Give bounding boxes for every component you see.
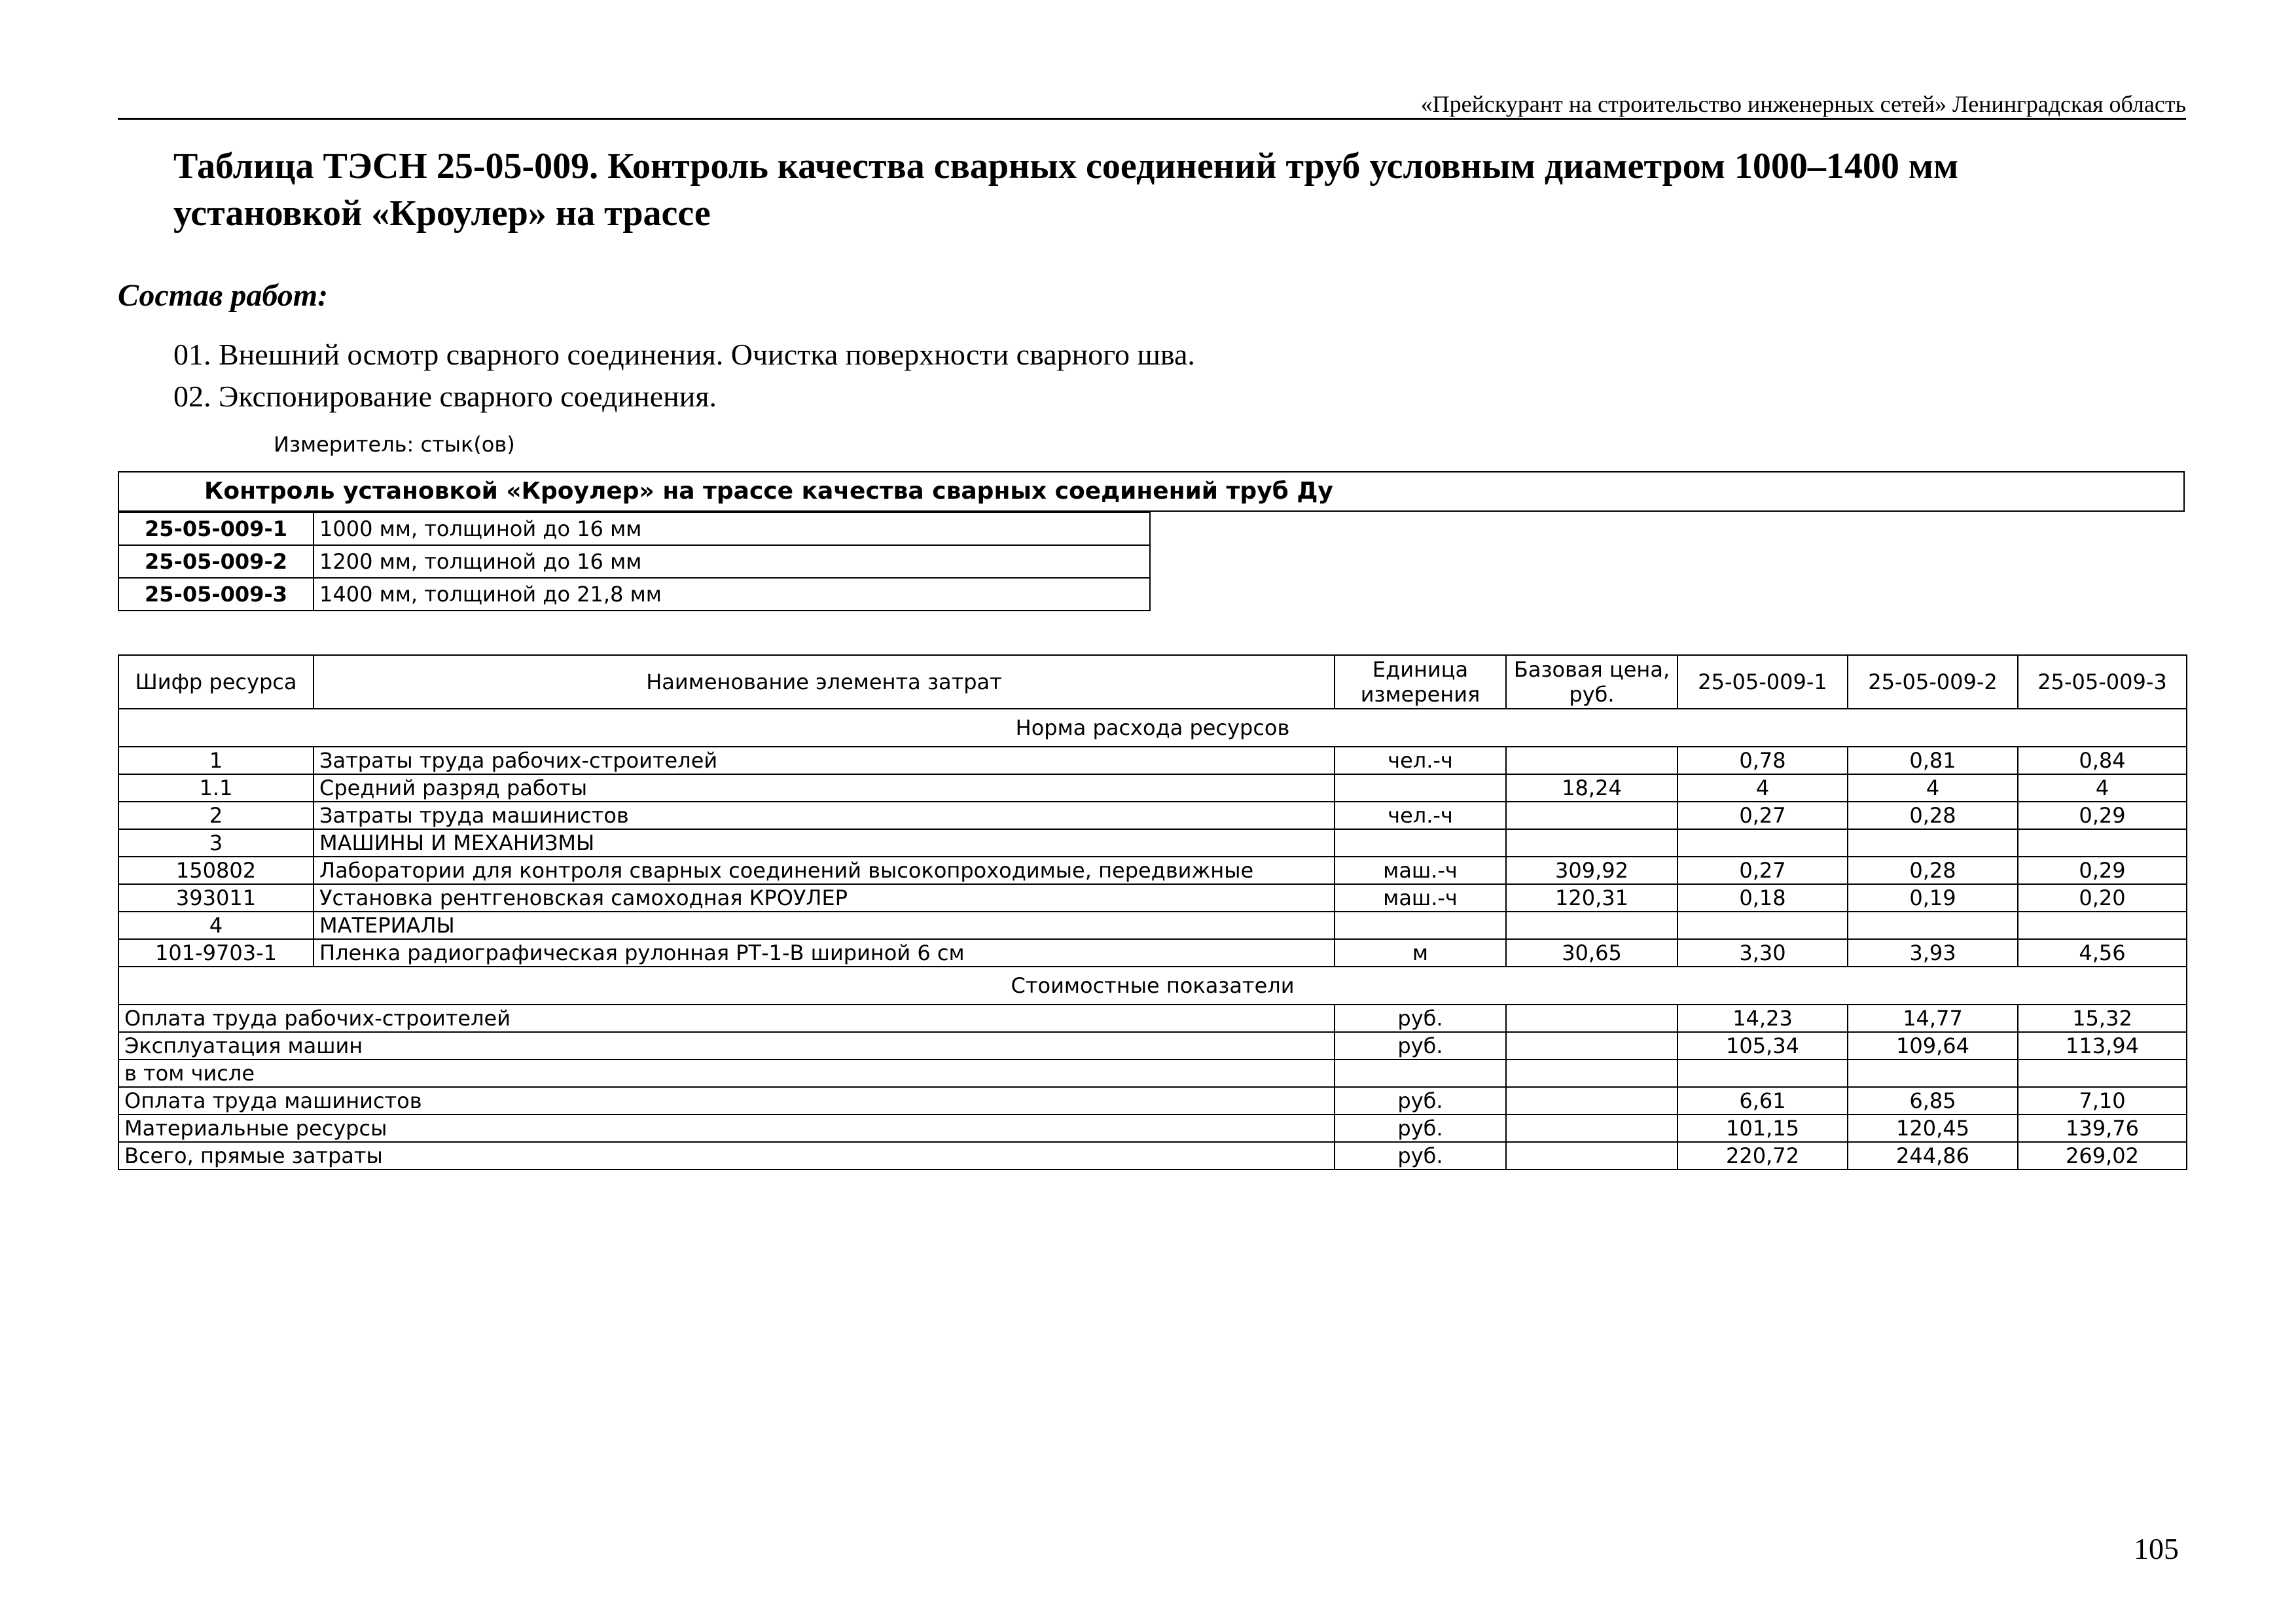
cell-price xyxy=(1506,1005,1677,1032)
cell-price: 30,65 xyxy=(1506,939,1677,967)
cell-code: 150802 xyxy=(118,857,314,884)
cell-unit: маш.-ч xyxy=(1335,884,1506,912)
composition-heading: Состав работ: xyxy=(118,278,329,313)
cell-name: Материальные ресурсы xyxy=(118,1115,1335,1142)
cell-variant-2 xyxy=(1848,912,2018,939)
page-title: Таблица ТЭСН 25-05-009. Контроль качества сварных соединений труб условным диаметром 1000–1400 мм установкой «Кроулер» на трассе xyxy=(173,146,1959,234)
cell-variant-1: 0,18 xyxy=(1677,884,1848,912)
cell-unit xyxy=(1335,912,1506,939)
cell-unit: чел.-ч xyxy=(1335,802,1506,829)
cell-price: 309,92 xyxy=(1506,857,1677,884)
cell-variant-1: 4 xyxy=(1677,774,1848,802)
cell-price xyxy=(1506,1060,1677,1087)
cell-unit: руб. xyxy=(1335,1087,1506,1115)
cell-variant-1: 0,27 xyxy=(1677,802,1848,829)
table-row xyxy=(118,774,2187,802)
cell-unit: руб. xyxy=(1335,1005,1506,1032)
cell-name: МАШИНЫ И МЕХАНИЗМЫ xyxy=(314,829,1335,857)
cell-price xyxy=(1506,1115,1677,1142)
cell-code: 1.1 xyxy=(118,774,314,802)
table-row xyxy=(118,747,2187,774)
cell-variant-3 xyxy=(2018,829,2187,857)
work-list xyxy=(173,334,1195,418)
table-row xyxy=(118,802,2187,829)
cell-name: Всего, прямые затраты xyxy=(118,1142,1335,1169)
cell-variant-1: 6,61 xyxy=(1677,1087,1848,1115)
variant-row xyxy=(118,512,1150,545)
cell-name: Оплата труда машинистов xyxy=(118,1087,1335,1115)
cell-variant-3: 0,20 xyxy=(2018,884,2187,912)
section-costs: Стоимостные показатели xyxy=(118,967,2187,1005)
header-variant-3: 25-05-009-3 xyxy=(2018,655,2187,709)
cell-variant-3: 0,29 xyxy=(2018,802,2187,829)
cell-price xyxy=(1506,912,1677,939)
cell-variant-3: 7,10 xyxy=(2018,1087,2187,1115)
cell-code: 3 xyxy=(118,829,314,857)
cell-variant-2 xyxy=(1848,829,2018,857)
header-unit: Единица измерения xyxy=(1335,655,1506,709)
table-header-row xyxy=(118,655,2187,709)
section-costs-row xyxy=(118,967,2187,1005)
cell-variant-2 xyxy=(1848,1060,2018,1087)
table-row xyxy=(118,829,2187,857)
cell-name: Установка рентгеновская самоходная КРОУЛЕР xyxy=(314,884,1335,912)
cell-name: Затраты труда рабочих-строителей xyxy=(314,747,1335,774)
cell-variant-2: 0,28 xyxy=(1848,857,2018,884)
cell-variant-3: 269,02 xyxy=(2018,1142,2187,1169)
cell-unit: чел.-ч xyxy=(1335,747,1506,774)
table-row xyxy=(118,1060,2187,1087)
table-row xyxy=(118,1032,2187,1060)
variant-desc: 1200 мм, толщиной до 16 мм xyxy=(314,545,1150,578)
cell-variant-3 xyxy=(2018,1060,2187,1087)
table-row xyxy=(118,884,2187,912)
variant-desc: 1000 мм, толщиной до 16 мм xyxy=(314,512,1150,545)
cell-price xyxy=(1506,1032,1677,1060)
cell-variant-1: 105,34 xyxy=(1677,1032,1848,1060)
variant-code: 25-05-009-1 xyxy=(118,512,314,545)
table-row xyxy=(118,1005,2187,1032)
cell-unit: м xyxy=(1335,939,1506,967)
resources-table xyxy=(118,654,2187,1170)
measure-unit: Измеритель: стык(ов) xyxy=(274,432,515,457)
cell-variant-1 xyxy=(1677,829,1848,857)
table-row xyxy=(118,1087,2187,1115)
work-item: 02. Экспонирование сварного соединения. xyxy=(173,380,717,413)
cell-code: 2 xyxy=(118,802,314,829)
cell-variant-3: 15,32 xyxy=(2018,1005,2187,1032)
variant-row xyxy=(118,578,1150,611)
variant-desc: 1400 мм, толщиной до 21,8 мм xyxy=(314,578,1150,611)
cell-price xyxy=(1506,747,1677,774)
work-item: 01. Внешний осмотр сварного соединения. Очистка поверхности сварного шва. xyxy=(173,338,1195,371)
cell-variant-1: 220,72 xyxy=(1677,1142,1848,1169)
cell-variant-3: 0,29 xyxy=(2018,857,2187,884)
cell-name: Затраты труда машинистов xyxy=(314,802,1335,829)
cell-variant-2: 244,86 xyxy=(1848,1142,2018,1169)
cell-name: Средний разряд работы xyxy=(314,774,1335,802)
cell-price xyxy=(1506,802,1677,829)
cell-price: 120,31 xyxy=(1506,884,1677,912)
cell-unit: маш.-ч xyxy=(1335,857,1506,884)
cell-variant-2: 0,81 xyxy=(1848,747,2018,774)
cell-code: 393011 xyxy=(118,884,314,912)
cell-variant-2: 6,85 xyxy=(1848,1087,2018,1115)
cell-code: 1 xyxy=(118,747,314,774)
cell-variant-3: 4,56 xyxy=(2018,939,2187,967)
cell-name: в том числе xyxy=(118,1060,1335,1087)
section-norms-row xyxy=(118,709,2187,747)
variant-code: 25-05-009-3 xyxy=(118,578,314,611)
cell-variant-3: 139,76 xyxy=(2018,1115,2187,1142)
cell-variant-1: 14,23 xyxy=(1677,1005,1848,1032)
cell-variant-3: 0,84 xyxy=(2018,747,2187,774)
table-row xyxy=(118,857,2187,884)
cell-code: 4 xyxy=(118,912,314,939)
header-code: Шифр ресурса xyxy=(118,655,314,709)
table-row xyxy=(118,1115,2187,1142)
cell-variant-3 xyxy=(2018,912,2187,939)
group-title: Контроль установкой «Кроулер» на трассе качества сварных соединений труб Ду xyxy=(118,471,2185,512)
cell-code: 101-9703-1 xyxy=(118,939,314,967)
table-row xyxy=(118,1142,2187,1169)
cell-price: 18,24 xyxy=(1506,774,1677,802)
cell-variant-2: 120,45 xyxy=(1848,1115,2018,1142)
cell-variant-1: 0,78 xyxy=(1677,747,1848,774)
cell-variant-2: 14,77 xyxy=(1848,1005,2018,1032)
cell-unit: руб. xyxy=(1335,1032,1506,1060)
header-variant-2: 25-05-009-2 xyxy=(1848,655,2018,709)
header-name: Наименование элемента затрат xyxy=(314,655,1335,709)
cell-name: Оплата труда рабочих-строителей xyxy=(118,1005,1335,1032)
cell-variant-2: 109,64 xyxy=(1848,1032,2018,1060)
cell-name: Лаборатории для контроля сварных соединений высокопроходимые, передвижные xyxy=(314,857,1335,884)
cell-unit xyxy=(1335,774,1506,802)
cell-unit xyxy=(1335,1060,1506,1087)
cell-price xyxy=(1506,1087,1677,1115)
header-price: Базовая цена, руб. xyxy=(1506,655,1677,709)
cell-name: Эксплуатация машин xyxy=(118,1032,1335,1060)
cell-variant-1: 101,15 xyxy=(1677,1115,1848,1142)
cell-price xyxy=(1506,1142,1677,1169)
cell-variant-3: 113,94 xyxy=(2018,1032,2187,1060)
cell-variant-3: 4 xyxy=(2018,774,2187,802)
section-norms: Норма расхода ресурсов xyxy=(118,709,2187,747)
cell-variant-1 xyxy=(1677,1060,1848,1087)
cell-name: Пленка радиографическая рулонная РТ-1-В шириной 6 см xyxy=(314,939,1335,967)
running-header: «Прейскурант на строительство инженерных сетей» Ленинградская область xyxy=(1420,91,2186,117)
cell-variant-2: 4 xyxy=(1848,774,2018,802)
cell-unit xyxy=(1335,829,1506,857)
cell-variant-1 xyxy=(1677,912,1848,939)
cell-variant-2: 3,93 xyxy=(1848,939,2018,967)
cell-unit: руб. xyxy=(1335,1115,1506,1142)
header-rule xyxy=(118,118,2186,120)
variants-table xyxy=(118,512,1151,611)
table-row xyxy=(118,912,2187,939)
table-row xyxy=(118,939,2187,967)
page-number: 105 xyxy=(2134,1532,2179,1565)
cell-price xyxy=(1506,829,1677,857)
variant-row xyxy=(118,545,1150,578)
cell-variant-2: 0,28 xyxy=(1848,802,2018,829)
cell-variant-1: 0,27 xyxy=(1677,857,1848,884)
variant-code: 25-05-009-2 xyxy=(118,545,314,578)
cell-unit: руб. xyxy=(1335,1142,1506,1169)
cell-variant-2: 0,19 xyxy=(1848,884,2018,912)
cell-variant-1: 3,30 xyxy=(1677,939,1848,967)
header-variant-1: 25-05-009-1 xyxy=(1677,655,1848,709)
cell-name: МАТЕРИАЛЫ xyxy=(314,912,1335,939)
